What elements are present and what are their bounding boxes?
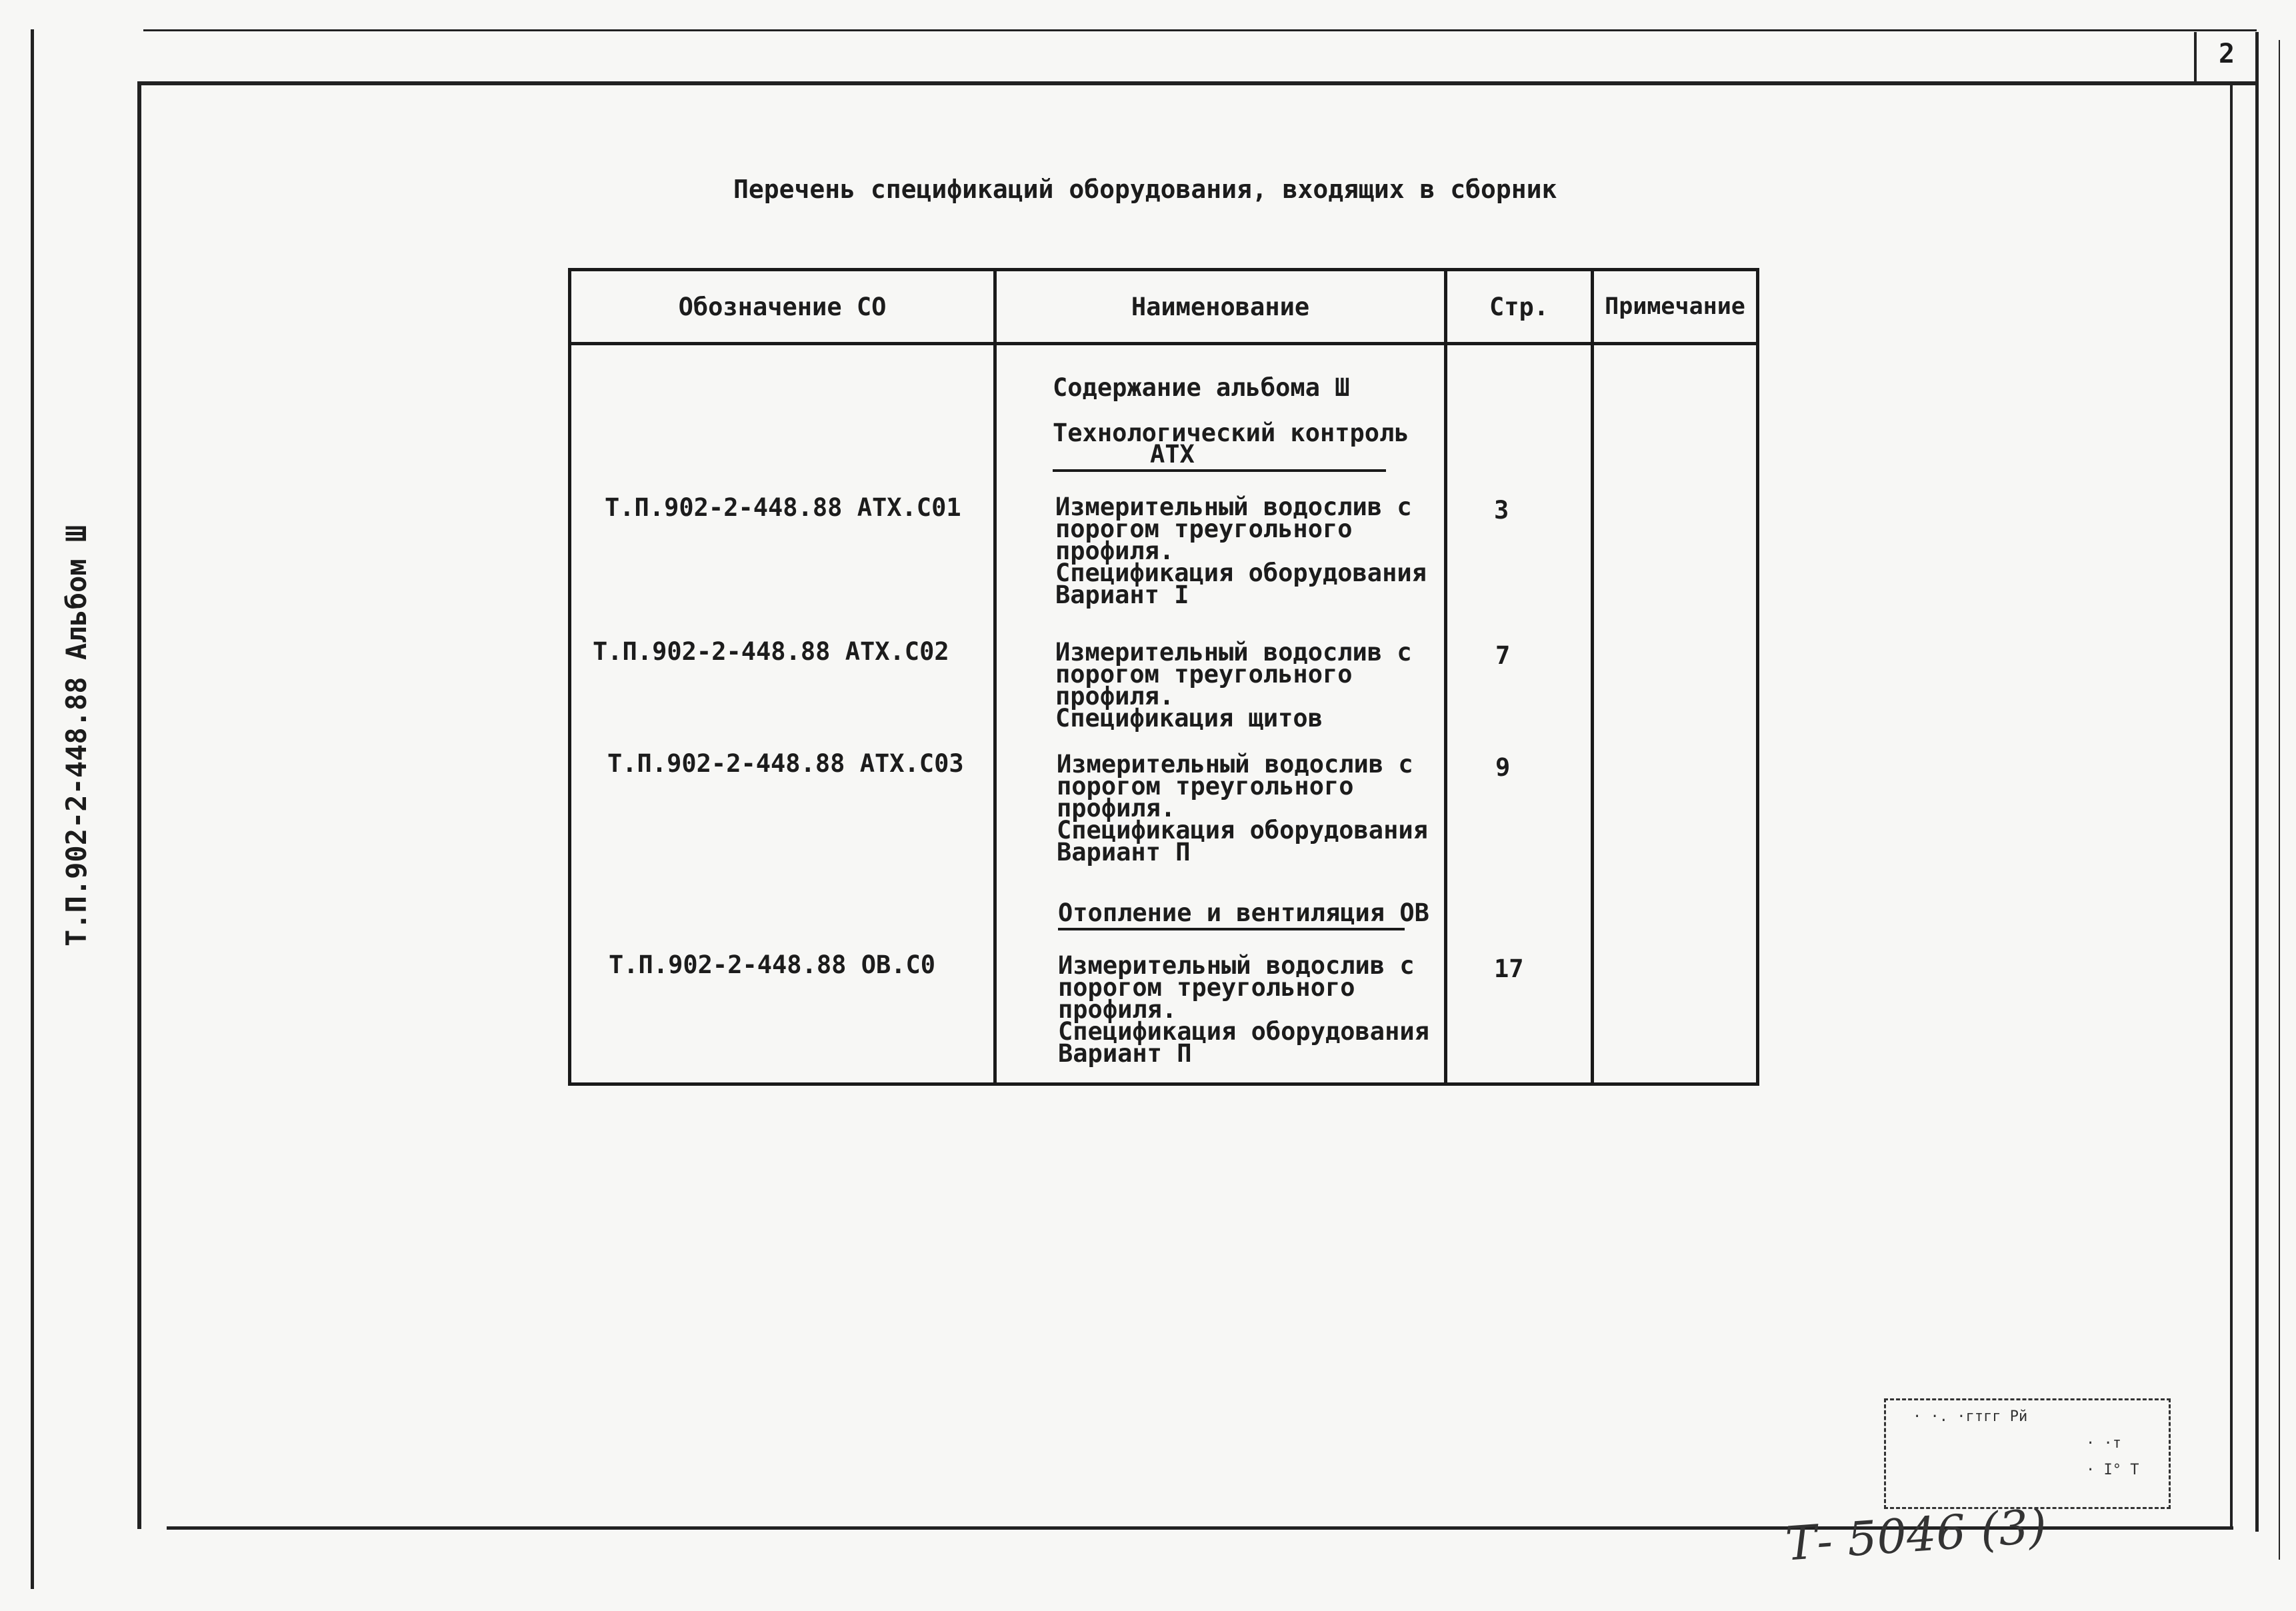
header-designation: Обозначение СО [570,270,995,344]
handwritten-inventory-number: Т- 5046 (3) [1783,1498,2049,1572]
designation-column [570,344,995,1084]
row-3-line-4: Спецификация оборудования [1057,816,1428,844]
table-header-row [570,270,1758,344]
side-label: Т.П.902-2-448.88 Альбом Ш [60,525,93,946]
registration-stamp [1884,1398,2171,1509]
header-page: Стр. [1446,270,1593,344]
header-note: Примечание [1593,270,1758,344]
row-1-line-5: Вариант I [1055,581,1189,609]
row-4-line-2: порогом треугольного [1058,973,1355,1002]
row-4-line-5: Вариант П [1058,1039,1192,1068]
row-1-line-3: профиля. [1055,537,1175,565]
designation-row-3: Т.П.902-2-448.88 АТХ.С03 [607,749,964,778]
row-3-line-5: Вариант П [1057,838,1191,866]
row-1-line-1: Измерительный водослив с [1055,493,1412,521]
row-3-line-3: профиля. [1057,794,1176,822]
heading-atx-line2: АТХ [1150,440,1195,469]
row-4-line-4: Спецификация оборудования [1058,1017,1429,1046]
page-row-4: 17 [1494,954,1524,983]
frame-top [139,81,2259,85]
designation-row-4: Т.П.902-2-448.88 ОВ.С0 [609,950,936,979]
specification-table [568,268,1759,1086]
row-1-line-2: порогом треугольного [1055,515,1353,543]
designation-row-2: Т.П.902-2-448.88 АТХ.С02 [593,637,949,666]
note-column [1593,344,1758,1084]
heading-ov-underline [1058,928,1405,930]
row-2-line-3: профиля. [1055,682,1175,711]
row-3-line-1: Измерительный водослив с [1057,750,1413,779]
row-2-line-1: Измерительный водослив с [1055,638,1412,667]
row-4-line-3: профиля. [1058,995,1177,1024]
left-margin-line [31,29,34,1589]
row-2-line-4: Спецификация щитов [1055,704,1323,733]
header-name: Наименование [995,270,1446,344]
frame-right-inner [2230,81,2233,1529]
name-column [995,344,1446,1084]
designation-row-1: Т.П.902-2-448.88 АТХ.С01 [605,493,961,522]
page-row-2: 7 [1495,641,1511,670]
row-2-line-2: порогом треугольного [1055,660,1353,689]
stamp-line-2: · ·т [2086,1435,2121,1452]
heading-album: Содержание альбома Ш [1053,373,1350,402]
row-3-line-2: порогом треугольного [1057,772,1354,801]
frame-right-outer [2255,32,2259,1532]
stamp-line-3: · I° Т [2086,1462,2139,1478]
page-row-1: 3 [1494,496,1509,525]
row-1-line-4: Спецификация оборудования [1055,559,1427,587]
page-row-3: 9 [1495,753,1511,782]
heading-atx-underline [1053,469,1386,472]
page-column [1446,344,1593,1084]
frame-left [137,81,141,1529]
heading-ov: Отопление и вентиляция ОВ [1058,898,1429,927]
heading-atx-line1: Технологический контроль [1053,419,1409,447]
stamp-line-1: · ·. ·гтгг Рй [1913,1408,2028,1425]
top-edge-line [143,29,2257,31]
document-title: Перечень спецификаций оборудования, входящих в сборник [733,175,1557,204]
row-4-line-1: Измерительный водослив с [1058,951,1415,980]
table-body-row [570,344,1758,1084]
outer-right-margin-line [2279,40,2280,1560]
page-number: 2 [2218,39,2235,69]
